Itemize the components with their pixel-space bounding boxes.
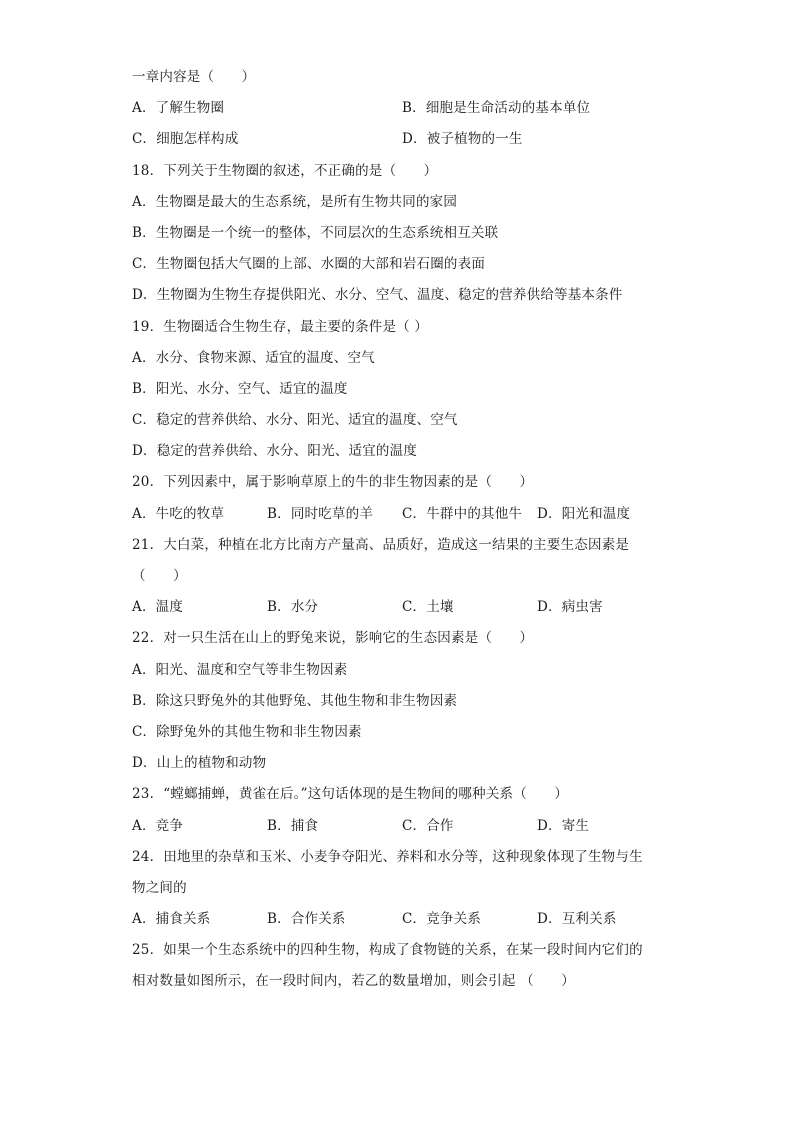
q21-option-d[interactable]: D．病虫害 [537,599,603,616]
q18-option-d[interactable]: D．生物圈为生物生存提供阳光、水分、空气、温度、稳定的营养供给等基本条件 [132,287,623,304]
q20-option-b[interactable]: B．同时吃草的羊 [267,505,374,522]
q18-option-a[interactable]: A．生物圈是最大的生态系统，是所有生物共同的家园 [132,193,458,210]
question-list [132,62,672,998]
q17-stem: 一章内容是（ ） [132,69,256,85]
q22-stem: 22．对一只生活在山上的野兔来说，影响它的生态因素是（ ） [132,630,534,647]
q21-stem-cont: （ ） [132,568,187,584]
q24-option-d[interactable]: D．互利关系 [537,911,617,928]
q23-option-d[interactable]: D．寄生 [537,817,590,834]
q19-option-b[interactable]: B．阳光、水分、空气、适宜的温度 [132,380,348,397]
q21-option-c[interactable]: C．土壤 [402,599,454,616]
q18-option-b[interactable]: B．生物圈是一个统一的整体，不同层次的生态系统相互关联 [132,224,499,241]
q17-option-d[interactable]: D．被子植物的一生 [402,131,523,148]
q24-stem-cont: 物之间的 [132,879,187,896]
q19-option-c[interactable]: C．稳定的营养供给、水分、阳光、适宜的温度、空气 [132,412,458,429]
q24-stem: 24．田地里的杂草和玉米、小麦争夺阳光、养料和水分等，这种现象体现了生物与生 [132,848,643,865]
q21-option-b[interactable]: B．水分 [267,599,319,616]
q20-stem: 20．下列因素中，属于影响草原上的牛的非生物因素的是（ ） [132,474,534,491]
q22-option-c[interactable]: C．除野兔外的其他生物和非生物因素 [132,723,362,740]
q19-option-a[interactable]: A．水分、食物来源、适宜的温度、空气 [132,349,375,366]
q19-stem: 19．生物圈适合生物生存，最主要的条件是（ ） [132,318,429,335]
q23-options [132,811,672,842]
q17-option-a[interactable]: A．了解生物圈 [132,100,225,117]
q17-option-c[interactable]: C．细胞怎样构成 [132,131,239,148]
q23-option-a[interactable]: A．竞争 [132,817,184,834]
q20-options [132,499,672,530]
q18-stem: 18．下列关于生物圈的叙述，不正确的是（ ） [132,162,438,179]
q23-option-b[interactable]: B．捕食 [267,817,319,834]
q21-stem: 21．大白菜，种植在北方比南方产量高、品质好，造成这一结果的主要生态因素是 [132,536,630,553]
q18-option-c[interactable]: C．生物圈包括大气圈的上部、水圈的大部和岩石圈的表面 [132,256,486,273]
q23-stem: 23．“螳螂捕蝉，黄雀在后。”这句话体现的是生物间的哪种关系（ ） [132,786,569,803]
q20-option-d[interactable]: D．阳光和温度 [537,505,631,522]
q21-options [132,592,672,623]
q24-options [132,904,672,935]
q20-option-c[interactable]: C．牛群中的其他牛 [402,505,523,522]
q17-options-row1 [132,93,672,124]
q23-option-c[interactable]: C．合作 [402,817,454,834]
q17-option-b[interactable]: B．细胞是生命活动的基本单位 [402,100,591,117]
q25-stem-cont: 相对数量如图所示，在一段时间内，若乙的数量增加，则会引起 （ ） [132,973,575,990]
q25-stem: 25．如果一个生态系统中的四种生物，构成了食物链的关系，在某一段时间内它们的 [132,942,643,959]
q24-option-b[interactable]: B．合作关系 [267,911,346,928]
q20-option-a[interactable]: A．牛吃的牧草 [132,505,225,522]
q19-option-d[interactable]: D．稳定的营养供给、水分、阳光、适宜的温度 [132,443,418,460]
q22-option-b[interactable]: B．除这只野兔外的其他野兔、其他生物和非生物因素 [132,692,458,709]
q24-option-c[interactable]: C．竞争关系 [402,911,482,928]
q17-options-row2 [132,124,672,155]
q22-option-d[interactable]: D．山上的植物和动物 [132,755,267,772]
q24-option-a[interactable]: A．捕食关系 [132,911,211,928]
q22-option-a[interactable]: A．阳光、温度和空气等非生物因素 [132,661,348,678]
q21-option-a[interactable]: A．温度 [132,599,184,616]
